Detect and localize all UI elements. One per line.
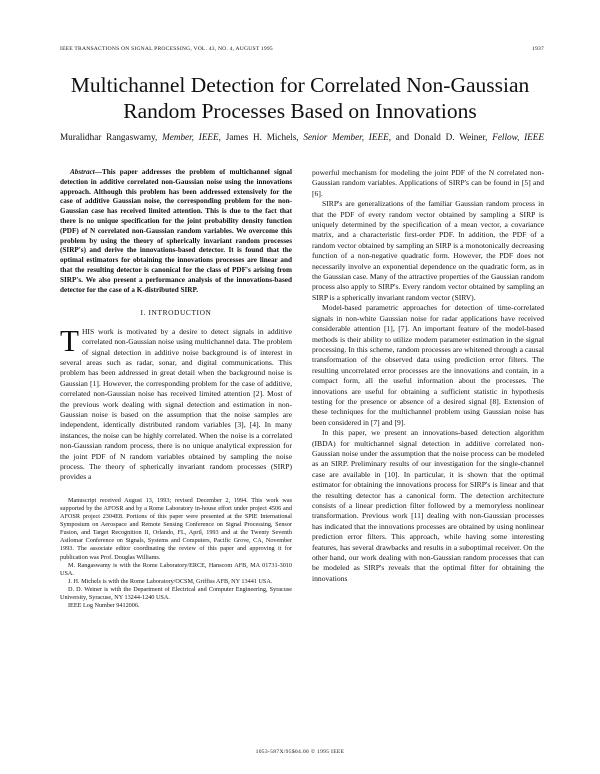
page-number: 1937 — [532, 46, 544, 52]
intro-paragraph-1 — [60, 322, 292, 483]
intro-paragraph-1-text: HIS work is motivated by a desire to detect signals in additive correlated non-Gaussian noise using multichannel data. The problem of signal detection in additive noise background is of interest in several areas such as radar, sonar, and digital communications. This problem has been addressed in great detail when the background noise is Gaussian [1]. However, the corresponding problem for the case of additive, correlated non-Gaussian noise has received limited attention [2]. Most of the previous work dealing with signal detection and estimation in non-Gaussian noise is based on the assumption that the noise samples are independent, identically distributed random variables [3], [4]. In many instances, the noise can be highly correlated. When the noise is a correlated non-Gaussian random process, there is no unique analytical expression for the joint PDF of N random variables obtained by sampling the noise process. The theory of spherically invariant random processes (SIRP) provides a — [60, 326, 292, 482]
author-2-name: James H. Michels, — [225, 132, 299, 142]
right-paragraph-2: SIRP's are generalizations of the familiar Gaussian random process in that the PDF of every random vector obtained by sampling a SIRP is uniquely determined by the specification of a mean vector, a covariance matrix, and a characteristic first-order PDF. In addition, the PDF of a random vector obtained by sampling an SIRP is a monotonically decreasing function of a non-negative quadratic form. However, the PDF does not necessarily involve an exponential dependence on the quadratic form, as in the Gaussian case. Many of the attractive properties of the Gaussian random process also apply to SIRP's. Every random vector obtained by sampling an SIRP is a spherically invariant random vector (SIRV). — [312, 199, 544, 302]
paper-title: Multichannel Detection for Correlated Non-Gaussian Random Processes Based on Innovations — [70, 73, 530, 123]
footnote-author-2: J. H. Michels is with the Rome Laboratory/OCSM, Griffiss AFB, NY 13441 USA. — [68, 577, 273, 585]
section-heading-introduction: I. INTRODUCTION — [140, 308, 212, 318]
right-column — [312, 168, 544, 584]
drop-cap: T — [60, 322, 79, 358]
left-column — [60, 168, 292, 610]
author-3-role: Fellow, IEEE — [492, 132, 545, 142]
abstract — [60, 168, 292, 295]
footnote-author-3: D. D. Weiner is with the Department of Electrical and Computer Engineering, Syracuse University, Syracuse, NY 13244-1240 USA. — [60, 585, 292, 601]
copyright-footer: 1053-587X/95$04.00 © 1995 IEEE — [255, 749, 345, 755]
footnote — [60, 497, 292, 610]
abstract-text: This paper addresses the problem of multichannel signal detection in additive correlated non-Gaussian noise using the innovations approach. Although this problem has been addressed extensively for the case of additive Gaussian noise, the corresponding problem for the non-Gaussian case has received limited attention. This is due to the fact that there is no unique specification for the joint probability density function (PDF) of N correlated non-Gaussian random variables. We overcome this problem by using the theory of spherically invariant random processes (SIRP's) and derive the innovations-based detector. It is found that the optimal estimators for obtaining the innovations processes are linear and that the resulting detector is canonical for the class of PDF's arising from SIRP's. We also present a performance analysis of the innovations-based detector for the case of a K-distributed SIRP. — [60, 168, 292, 294]
author-1-name: Muralidhar Rangaswamy, — [60, 132, 158, 142]
footnote-log-number: IEEE Log Number 9412006. — [68, 602, 140, 610]
author-3-name: and Donald D. Weiner, — [395, 132, 488, 142]
right-paragraph-3: Model-based parametric approaches for detection of time-correlated signals in non-white Gaussian noise for radar applications have received considerable attention [1], [7]. An important feature of the model-based methods is their ability to utilize modern parameter estimation in the signal processing. In this scheme, random processes are whitened through a causal transformation of the observed data using prediction error filters. The resulting uncorrelated error processes are the innovations and contain, in a compact form, all the useful information about the processes. The innovations are useful for obtaining a sufficient statistic in hypothesis testing for the presence or absence of a desired signal [8]. Extension of these techniques for the multichannel problem using Gaussian noise has been considered in [7] and [9]. — [312, 303, 544, 427]
footnote-manuscript: Manuscript received August 13, 1993; revised December 2, 1994. This work was supported by the AFOSR and by a Rome Laboratory in-house effort under project 4506 and AFOSR project 2304E8. Portions of this paper were presented at the SPIE International Symposium on Aerospace and Remote Sensing Conference on Signal Processing, Sensor Fusion, and Target Recognition II, Orlando, FL, April, 1993 and at the Twenty Seventh Asilomar Conference on Signals, Systems and Computers, Pacific Grove, CA, November 1993. The associate editor coordinating the review of this paper and approving it for publication was Prof. Douglas Williams. — [60, 496, 292, 561]
author-2-role: Senior Member, IEEE, — [303, 132, 392, 142]
author-1-role: Member, IEEE, — [162, 132, 221, 142]
author-line — [60, 132, 544, 142]
right-paragraph-1: powerful mechanism for modeling the joint PDF of the N correlated non-Gaussian random variables. Applications of SIRP's can be found in [5] and [6]. — [312, 168, 544, 198]
right-paragraph-4: In this paper, we present an innovations-based detection algorithm (IBDA) for multichannel signal detection in additive correlated non-Gaussian noise under the assumption that the noise process can be modeled as an SIRP. Preliminary results of our investigation for the single-channel case are available in [10]. In particular, it is shown that the optimal estimator for obtaining the innovations process for SIRP's is linear and that the resulting detector has a canonical form. The detection architecture consists of a linear prediction filter followed by a memoryless nonlinear transformation. Previous work [11] dealing with non-Gaussian processes has indicated that the innovations processes are obtained by using nonlinear prediction error filters. This approach, while having some interesting features, has several drawbacks and results in a suboptimal receiver. On the other hand, our work dealing with non-Gaussian random processes that can be modeled as SIRP's reveals that the optimal filter for obtaining the innovations — [312, 428, 544, 583]
abstract-label: Abstract— — [70, 168, 102, 176]
footnote-author-1: M. Rangaswamy is with the Rome Laboratory/ERCE, Hanscom AFB, MA 01731-3010 USA. — [60, 561, 292, 577]
running-header — [60, 46, 544, 56]
journal-header: IEEE TRANSACTIONS ON SIGNAL PROCESSING, VOL. 43, NO. 4, AUGUST 1995 — [60, 46, 273, 52]
